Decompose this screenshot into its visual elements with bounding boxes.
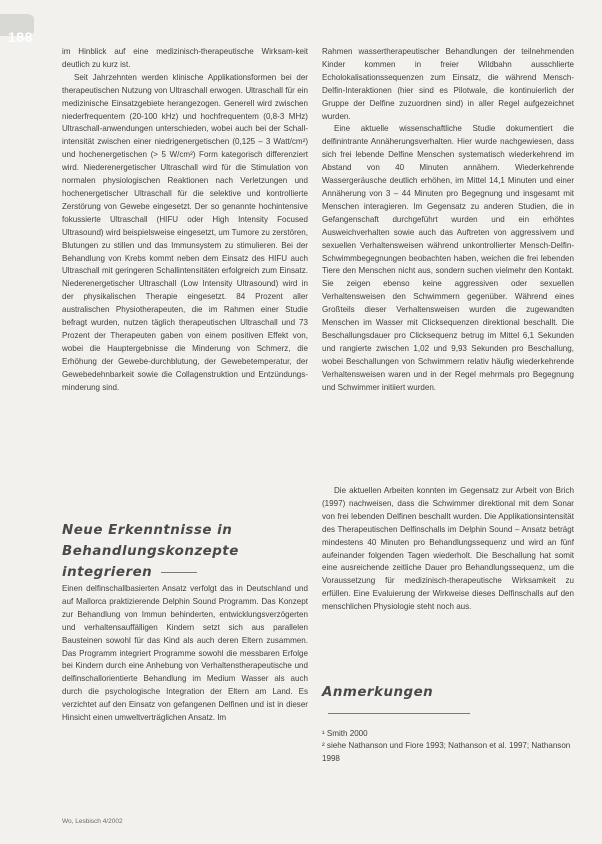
right-column-top: [322, 46, 574, 394]
left-paragraph-2: Seit Jahrzehnten werden klinische Applikationsformen bei der therapeutischen Nutzung von Ultraschall erwogen. Ultraschall für ein medizinische Einsatzgebiete herangezogen. Generell wird zwischen niederfrequentem (20-100 kHz) und hochfrequentem (0,8-3 MHz) Ultraschall-anwendungen unterschieden, wobei auch bei der Schall-intensität zwischen einer niedrigenergetischen (0,125 – 3 Watt/cm²) und hochenergetischen (> 5 W/cm²) Form kategorisch differenziert wird. Niederenergetischer Ultraschall wird für die Stimulation von normalen physiologischen Reaktionen nach Verletzungen und hochenergetischer Ultraschall für die selektive und kontrollierte Zerstörung von Gewebe eingesetzt. Der so genannte hochintensive fokussierte Ultraschall (HIFU oder High Intensity Focused Ultrasound) wird beispielsweise eingesetzt, um Tumore zu zerstören, Blutungen zu stillen und das Immunsystem zu stimulieren. Bei der Behandlung von Krebs kommt neben dem Einsatz des HIFU auch Ultraschall mit geringeren Schallintensitäten erfolgreich zum Einsatz. Niederenergetischer Ultraschall (Low Intensity Ultrasound) wird in der physikalischen Therapie eingesetzt. 84 Prozent aller australischen Physiotherapeuten, die im Rahmen einer Studie befragt wurden, nutzen täglich therapeutischen Ultraschall und 73 Prozent der Therapeuten gaben von einem positiven Effekt von, wobei die Hauptergebnisse die Minderung von Schmerz, die Erhöhung der Gewebe-durchblutung, der Gewebetemperatur, der Gewebedehnbarkeit sowie die Collagenstruktion und Entzündungs-minderung sind.: [62, 72, 308, 392]
anmerkungen-rule: [328, 713, 470, 714]
right-column-bottom: [322, 485, 574, 614]
right-paragraph-3: Die aktuellen Arbeiten konnten im Gegensatz zur Arbeit von Brich (1997) nachweisen, dass die Schwimmer direktional mit dem Sonar von frei lebenden Delfinen beschallt wurden. Die Applikationsintensität des Therapeutischen Delfinschalls im Delphin Sound – Ansatz beträgt mindestens 40 Minuten pro Behandlungssequenz und wird an fünf aufeinander folgenden Tagen wiederholt. Die Beschallung hat somit eine ausreichende zeitliche Dauer pro Behandlungssequenz, um die Voraussetzung für medizinisch-therapeutische Wirksamkeit zu erfüllen. Eine Evaluierung der Wirkweise dieses Delfinschalls auf den menschlichen Physiologie steht noch aus.: [322, 486, 574, 612]
footnote-2: ² siehe Nathanson und Fiore 1993; Nathanson et al. 1997; Nathanson 1998: [322, 741, 571, 763]
page-footer: Wo, Lesbisch 4/2002: [62, 818, 123, 825]
left-paragraph-1: im Hinblick auf eine medizinisch-therapeutische Wirksam-keit deutlich zu kurz ist.: [62, 47, 308, 69]
footnote-1: ¹ Smith 2000: [322, 729, 368, 738]
anmerkungen-heading-text: Anmerkungen: [322, 685, 434, 700]
right-paragraph-2: Eine aktuelle wissenschaftliche Studie dokumentiert die delfinintrante Annäherungsverhalten. Hier wurde nachgewiesen, dass sich frei lebende Delfine Menschen systematisch wiederkehrend im Abstand von 40 Minuten annähern. Wiederkehrende Wassergeräusche deutlich erhöhen, im Mittel 14,1 Minuten und einer Annäherung von 3 – 44 Minuten pro Begegnung und insgesamt mit Menschen interagieren. Im Gegensatz zu anderen Studien, die in Gefangenschaft durchgeführt wurden und ein erhöhtes Ausweichverhalten sowie auch das Auftreten von aggressivem und sexuellen Verhaltensweisen während unkontrollierter Mensch-Delfin-Schwimmbegegnungen beobachten haben, weichen die frei lebenden Tiere den Menschen nicht aus, sondern suchen vielmehr den Kontakt. Sie zeigen ebenso keine aggressiven oder sexuellen Verhaltensweisen den Schwimmern gegenüber. Während eines Großteils dieser Verhaltensweisen wurden die zugewandten Menschen im Wasser mit Clicksequenzen direktional beschallt. Die Beschallungsdauer pro Clicksequenz betrug im Mittel 6,1 Sekunden und rangierte zwischen 1,02 und 9,93 Sekunden pro Beschallung, wobei Beschallungen von Schwimmern relativ häufig wiederkehrende Verhaltensweisen waren und in der Regel mehrmals pro Begegnung und Schwimmer initiiert wurden.: [322, 124, 574, 392]
heading-rule: [161, 572, 197, 573]
section-heading-neue-erkenntnisse: [62, 520, 308, 583]
right-paragraph-1: Rahmen wassertherapeutischer Behandlungen der teilnehmenden Kinder kommen in freier Wildbahn ausschlierte Echolokalisationssequenzen zum Einsatz, die während Mensch-Delfin-Interaktionen (hier sind es Pilotwale, die kontinuierlich der Gruppe der Delfine zuzuordnen sind) in aller Regel aufgezeichnet wurden.: [322, 47, 574, 121]
footnotes: [322, 728, 574, 765]
page-number-tab: [0, 14, 34, 45]
page-number: 188: [8, 29, 33, 45]
section-heading-anmerkungen: [322, 682, 574, 724]
left-column-bottom: [62, 583, 308, 725]
section-heading-text: Neue Erkenntnisse in Behandlungskonzepte integrieren: [62, 523, 239, 580]
left-paragraph-3: Einen delfinschallbasierten Ansatz verfolgt das in Deutschland und auf Mallorca praktizierende Delphin Sound Programm. Das Konzept zur Behandlung von Immun behinderten, entwicklungsverzögerten und verhaltensauffälligen Kindern setzt sich aus parallelen Bausteinen sowohl für das Kind als auch deren Eltern zusammen. Das Programm integriert Programme sowohl die messbaren Erfolge bei Kindern durch eine Anhebung von Verhaltenstherapeutische und delfinschallorientierte Behandlung im Medium Wasser als auch durch die psychologische Integration der Eltern am Land. Es verzichtet auf den Einsatz von gefangenen Delfinen und ist in dieser Hinsicht einen umweltverträglichen Ansatz. Im: [62, 584, 308, 723]
left-column-top: [62, 46, 308, 394]
